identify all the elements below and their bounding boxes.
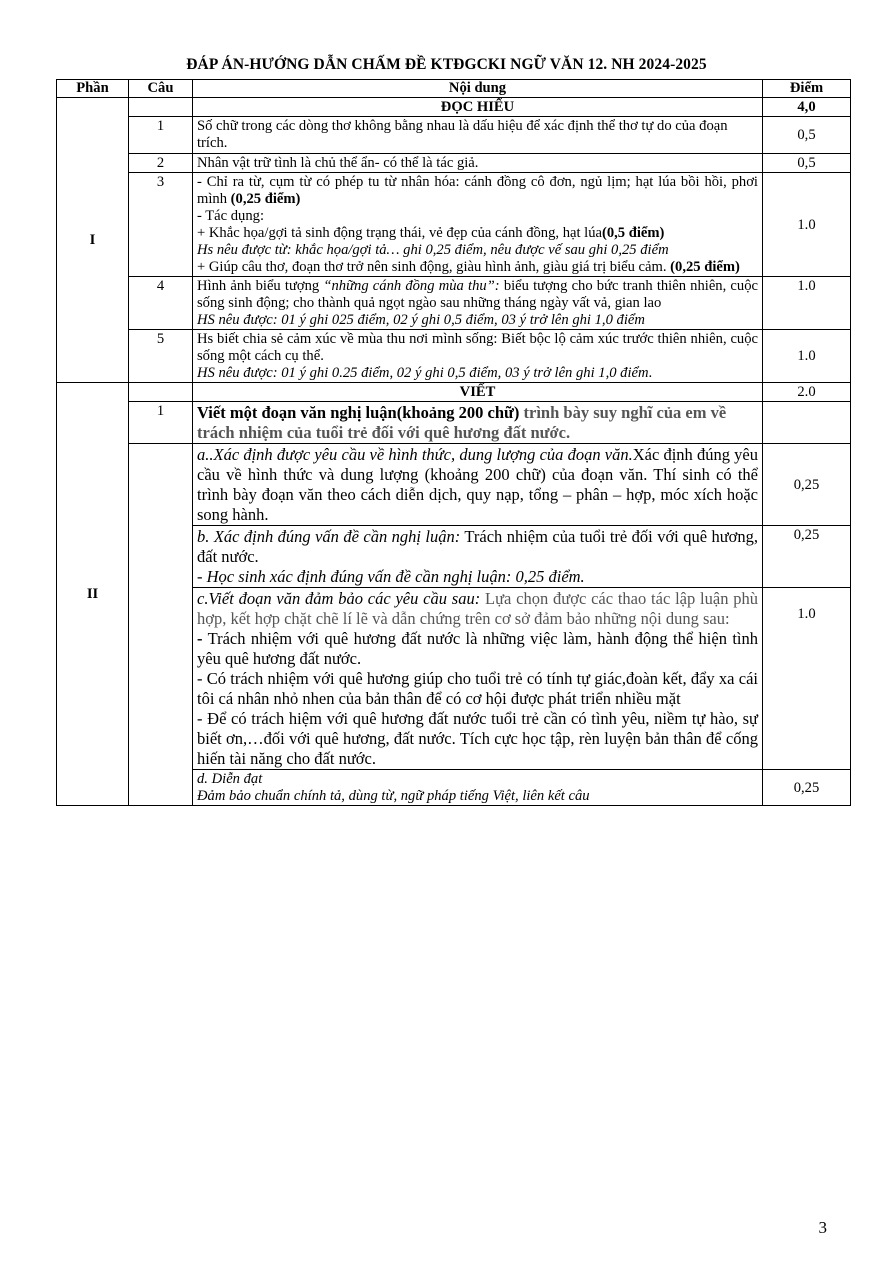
section-score: 2.0: [763, 383, 851, 402]
table-row: [57, 444, 851, 526]
criteria-c: c.Viết đoạn văn đảm bảo các yêu cầu sau: Lựa chọn được các thao tác lập luận phù hợp, kết hợp chặt chẽ lí lẽ và dẫn chứng trên cơ sở đảm bảo những nội dung sau: - Trách nhiệm với quê hương đất nước là những việc làm, hành động thể hiện tình yêu quê hương đất nước. - Có trách nhiệm với quê hương giúp cho tuổi trẻ có tính tự giác,đoàn kết, đẩy xa cái tôi cá nhân nhỏ nhen của bản thân để có cơ hội được phát triển nhiều mặt - Để có trách hiệm với quê hương đất nước tuổi trẻ cần có tình yêu, niềm tự hào, sự biết ơn,…đối với quê hương, đất nước. Tích cực học tập, rèn luyện bản thân để cống hiến tài năng cho đất nước.: [193, 588, 763, 770]
table-header-row: [57, 80, 851, 98]
page-number: 3: [818, 1218, 827, 1237]
question-number: 2: [129, 154, 193, 173]
score-cell: 1.0: [763, 277, 851, 330]
table-row: [57, 98, 851, 117]
header-part: Phần: [57, 80, 129, 98]
section-heading: ĐỌC HIỂU: [193, 98, 763, 117]
answer-text: Hình ảnh biểu tượng “những cánh đồng mùa thu”: biểu tượng cho bức tranh thiên nhiên, cuộc sống sinh động; cho thành quả ngọt ngào sau những tháng ngày vất vả, gian lao HS nêu được: 01 ý ghi 025 điểm, 02 ý ghi 0,5 điểm, 03 ý trở lên ghi 1,0 điểm: [193, 277, 763, 330]
header-question: Câu: [129, 80, 193, 98]
part-cell: I: [57, 98, 129, 383]
score-cell: 0,25: [763, 444, 851, 526]
table-row: [57, 402, 851, 444]
question-number: 4: [129, 277, 193, 330]
score-cell: 0,25: [763, 526, 851, 588]
score-cell: 0,5: [763, 154, 851, 173]
question-prompt: Viết một đoạn văn nghị luận(khoảng 200 chữ) trình bày suy nghĩ của em về trách nhiệm của tuổi trẻ đối với quê hương đất nước.: [193, 402, 763, 444]
score-cell: 1.0: [763, 588, 851, 770]
question-number: 3: [129, 173, 193, 277]
answer-text: Hs biết chia sẻ cảm xúc về mùa thu nơi mình sống: Biết bộc lộ cảm xúc trước thiên nhiên, cuộc sống một cách cụ thể. HS nêu được: 01 ý ghi 0.25 điểm, 02 ý ghi 0,5 điểm, 03 ý trở lên ghi 1,0 điểm.: [193, 330, 763, 383]
document-title: ĐÁP ÁN-HƯỚNG DẪN CHẤM ĐỀ KTĐGCKI NGỮ VĂN 12. NH 2024-2025: [186, 56, 707, 73]
criteria-b: b. Xác định đúng vấn đề cần nghị luận: Trách nhiệm của tuổi trẻ đối với quê hương, đất nước. - Học sinh xác định đúng vấn đề cần nghị luận: 0,25 điểm.: [193, 526, 763, 588]
table-row: [57, 277, 851, 330]
table-row: [57, 154, 851, 173]
section-heading: VIẾT: [193, 383, 763, 402]
table-row: [57, 117, 851, 154]
table-row: [57, 330, 851, 383]
answer-text: - Chỉ ra từ, cụm từ có phép tu từ nhân hóa: cánh đồng cô đơn, ngủ lịm; hạt lúa bồi hồi, phơi mình (0,25 điểm) - Tác dụng: + Khắc họa/gợi tả sinh động trạng thái, vẻ đẹp của cánh đồng, hạt lúa(0,5 điểm) Hs nêu được từ: khắc họa/gợi tả… ghi 0,25 điểm, nêu được vế sau ghi 0,25 điểm + Giúp câu thơ, đoạn thơ trở nên sinh động, giàu hình ảnh, giàu giá trị biểu cảm. (0,25 điểm): [193, 173, 763, 277]
table-row: [57, 383, 851, 402]
question-number: 5: [129, 330, 193, 383]
answer-key-table: [56, 79, 851, 806]
header-content: Nội dung: [193, 80, 763, 98]
section-score: 4,0: [763, 98, 851, 117]
score-cell: 1.0: [763, 173, 851, 277]
score-cell: 0,25: [763, 770, 851, 806]
score-cell: 1.0: [763, 330, 851, 383]
question-number: 1: [129, 402, 193, 444]
criteria-a: a..Xác định được yêu cầu về hình thức, dung lượng của đoạn văn.Xác định đúng yêu cầu về hình thức và dung lượng (khoảng 200 chữ) của đoạn văn. Thí sinh có thể trình bày đoạn văn theo cách diễn dịch, quy nạp, tổng – phân – hợp, móc xích hoặc song hành.: [193, 444, 763, 526]
score-cell: 0,5: [763, 117, 851, 154]
answer-text: Nhân vật trữ tình là chủ thể ẩn- có thể là tác giả.: [193, 154, 763, 173]
table-row: [57, 173, 851, 277]
criteria-d: d. Diễn đạt Đảm bảo chuẩn chính tả, dùng từ, ngữ pháp tiếng Việt, liên kết câu: [193, 770, 763, 806]
header-score: Điểm: [763, 80, 851, 98]
answer-text: Số chữ trong các dòng thơ không bằng nhau là dấu hiệu để xác định thể thơ tự do của đoạn trích.: [193, 117, 763, 154]
question-number: 1: [129, 117, 193, 154]
part-cell: II: [57, 383, 129, 806]
